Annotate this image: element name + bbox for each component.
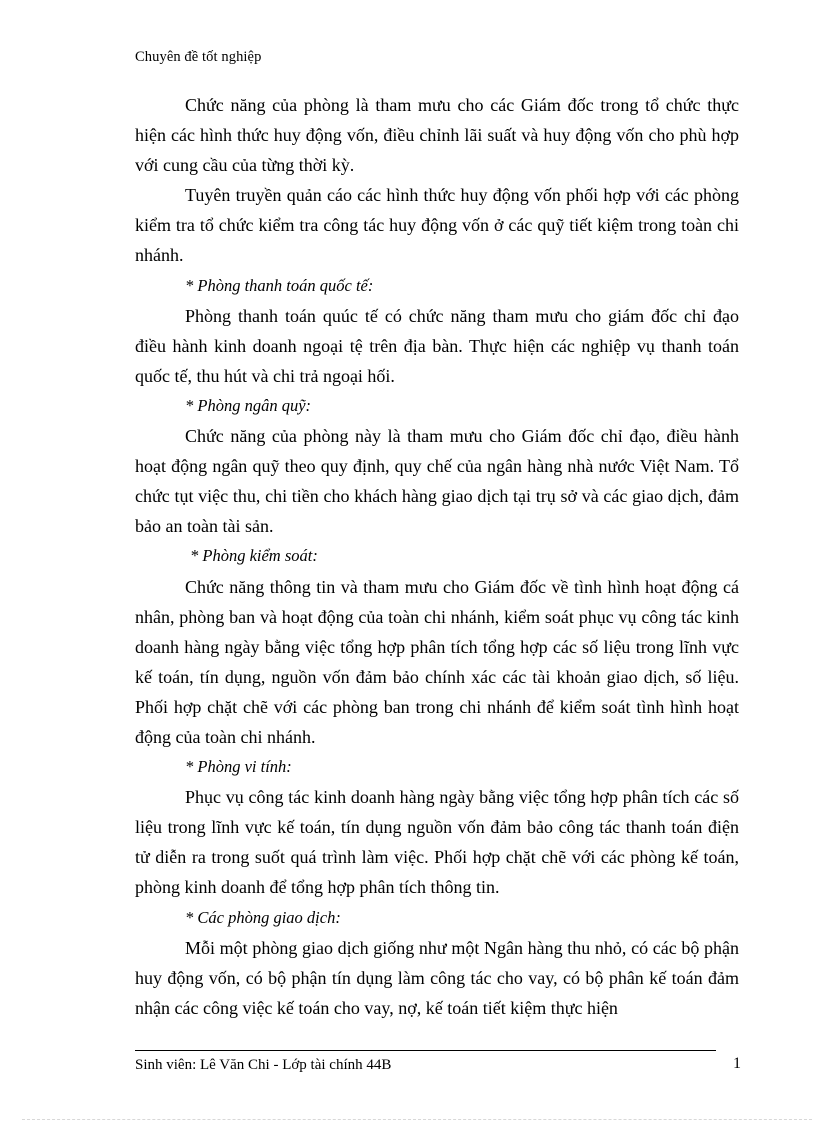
paragraph-control: Chức năng thông tin và tham mưu cho Giám đốc về tình hình hoạt động cá nhân, phòng ban và hoạt động của toàn chi nhánh, kiểm soát phục vụ công tác kinh doanh hàng ngày bằng việc tổng hợp phân tích tổng hợp các số liệu trong lĩnh vực kế toán, tín dụng, nguồn vốn đảm bảo chính xác các tài khoản giao dịch, số liệu. Phối hợp chặt chẽ với các phòng ban trong chi nhánh để kiểm soát tình hình hoạt động của toàn chi nhánh. <box>135 576 739 747</box>
footer-student-info: Sinh viên: Lê Văn Chi - Lớp tài chính 44B <box>135 1057 392 1073</box>
paragraph-transaction-offices: Mỗi một phòng giao dịch giống như một Ngân hàng thu nhỏ, có các bộ phận huy động vốn, có bộ phận tín dụng làm công tác cho vay, có bộ phân kế toán đảm nhận các công việc kế toán cho vay, nợ, kế toán tiết kiệm thực hiện <box>135 937 739 1018</box>
section-heading-transaction-offices: * Các phòng giao dịch: <box>185 907 341 927</box>
section-heading-treasury: * Phòng ngân quỹ: <box>185 395 312 415</box>
paragraph-computing: Phục vụ công tác kinh doanh hàng ngày bằng việc tổng hợp phân tích các số liệu trong lĩnh vực kế toán, tín dụng nguồn vốn đảm bảo công tác thanh toán điện tử diễn ra trong suốt quá trình làm việc. Phối hợp chặt chẽ với các phòng kế toán, phòng kinh doanh để tổng hợp phân tích thông tin. <box>135 787 739 898</box>
page-header-title: Chuyên đề tốt nghiệp <box>135 49 262 65</box>
paragraph-international-payment: Phòng thanh toán quúc tế có chức năng tham mưu cho giám đốc chỉ đạo điều hành kinh doanh ngoại tệ trên địa bàn. Thực hiện các nghiệp vụ thanh toán quốc tế, thu hút và chi trả ngoại hối. <box>135 305 739 386</box>
paragraph-function-of-department: Chức năng của phòng là tham mưu cho các Giám đốc trong tổ chức thực hiện các hình thức huy động vốn, điều chỉnh lãi suất và huy động vốn cho phù hợp với cung cầu của từng thời kỳ. <box>135 95 739 176</box>
section-heading-computing: * Phòng vi tính: <box>185 757 292 777</box>
page-edge-divider <box>22 1119 812 1120</box>
section-heading-control: * Phòng kiểm soát: <box>190 546 318 566</box>
page-number: 1 <box>733 1055 741 1072</box>
document-body <box>135 90 739 1023</box>
paragraph-advertising: Tuyên truyền quản cáo các hình thức huy động vốn phối hợp với các phòng kiểm tra tổ chức kiểm tra công tác huy động vốn ở các quỹ tiết kiệm trong toàn chi nhánh. <box>135 185 739 266</box>
footer-divider <box>135 1050 716 1051</box>
paragraph-treasury: Chức năng của phòng này là tham mưu cho Giám đốc chỉ đạo, điều hành hoạt động ngân quỹ theo quy định, quy chế của ngân hàng nhà nước Việt Nam. Tổ chức tụt việc thu, chi tiền cho khách hàng giao dịch tại trụ sở và các giao dịch, đảm bảo an toàn tài sản. <box>135 426 739 537</box>
section-heading-international-payment: * Phòng thanh toán quốc tế: <box>185 275 374 295</box>
